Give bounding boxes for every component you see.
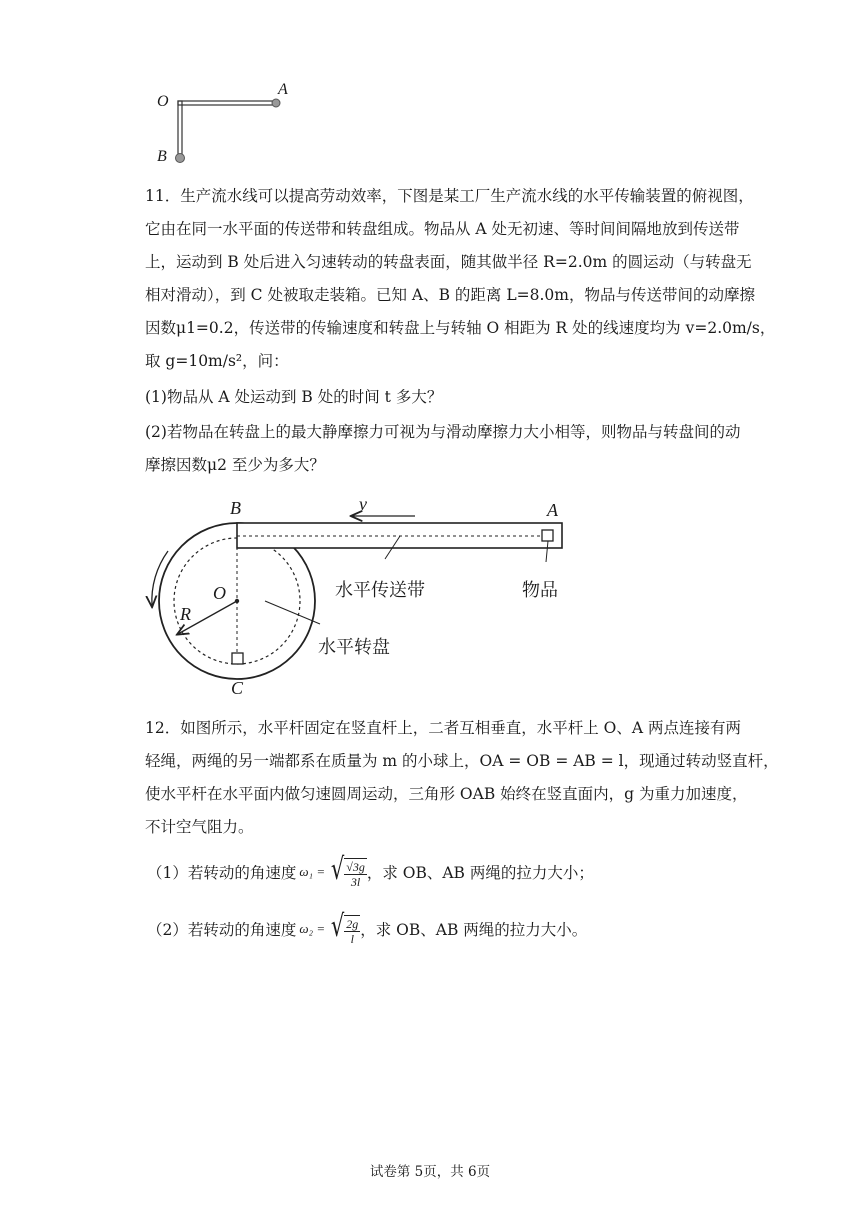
q11-sub1: (1)物品从 A 处运动到 B 处的时间 t 多大？ — [145, 388, 443, 406]
q12-sub2-num: 2g — [346, 917, 359, 931]
label-a: A — [278, 81, 288, 98]
q11-line4: 相对滑动），到 C 处被取走装箱。已知 A、B 的距离 L=8.0m，物品与传送带间的动摩擦 — [145, 286, 755, 304]
label-b: B — [157, 148, 167, 165]
fig11-label-b: B — [230, 498, 241, 518]
fig11-label-r: R — [180, 604, 191, 624]
fig11-label-o: O — [213, 583, 226, 603]
q11-line1: 11．生产流水线可以提高劳动效率，下图是某工厂生产流水线的水平传输装置的俯视图， — [145, 187, 754, 205]
fig11-label-v: v — [359, 494, 367, 514]
q11-sub2b: 摩擦因数μ2 至少为多大？ — [145, 456, 325, 474]
q12-line1: 12．如图所示，水平杆固定在竖直杆上，二者互相垂直，水平杆上 O、A 两点连接有两 — [145, 719, 741, 737]
ball-b — [176, 154, 185, 163]
q11-line2: 它由在同一水平面的传送带和转盘组成。物品从 A 处无初速、等时间间隔地放到传送带 — [145, 220, 740, 238]
q12-sub1 — [147, 852, 594, 889]
q12-sub2-post: ，求 OB、AB 两绳的拉力大小。 — [360, 921, 588, 939]
q12-line4: 不计空气阻力。 — [145, 818, 254, 836]
fig11-label-c: C — [231, 678, 244, 698]
q11-line5: 因数μ1=0.2，传送带的传输速度和转盘上与转轴 O 相距为 R 处的线速度均为 v=2.0m/s， — [145, 319, 776, 337]
q12-sub2-sqrt: √ $\frac{2g}{l}$ — [330, 909, 359, 946]
q12-sub2-den: l — [350, 932, 354, 946]
fig11-item-label: 物品 — [522, 580, 558, 601]
q11-line6: 取 g=10m/s²，问： — [145, 352, 289, 370]
horizontal-rod — [178, 101, 276, 105]
vertical-rod — [178, 101, 182, 157]
q11-line3: 上，运动到 B 处后进入匀速转动的转盘表面，随其做半径 R=2.0m 的圆运动（与转盘无 — [145, 253, 752, 271]
q12-sub1-post: ，求 OB、AB 两绳的拉力大小； — [366, 864, 594, 882]
q12-line2: 轻绳，两绳的另一端都系在质量为 m 的小球上，OA = OB = AB = l，现通过转动竖直杆， — [145, 752, 779, 770]
q12-line3: 使水平杆在水平面内做匀速圆周运动，三角形 OAB 始终在竖直面内，g 为重力加速度， — [145, 785, 748, 803]
q12-sub1-num: √3g — [346, 860, 365, 874]
item-box-a — [542, 530, 553, 541]
q12-sub2-pre: （2）若转动的角速度 — [147, 921, 297, 939]
ball-a — [272, 99, 280, 107]
item-box-c — [232, 653, 243, 664]
q12-sub2 — [147, 909, 588, 946]
fig11-disk-label: 水平转盘 — [318, 637, 390, 658]
q12-sub2-omega: ω₂ = — [299, 921, 326, 936]
page-footer: 试卷第 5页，共 6页 — [369, 1164, 491, 1180]
q12-sub1-pre: （1）若转动的角速度 — [147, 864, 297, 882]
fig11-belt-label: 水平传送带 — [335, 580, 425, 601]
q12-sub1-den: 3l — [350, 875, 361, 889]
q11-sub2a: (2)若物品在转盘上的最大静摩擦力可视为与滑动摩擦力大小相等，则物品与转盘间的动 — [145, 423, 741, 441]
q12-sub1-sqrt: √ $\frac{√3g}{3l}$ — [330, 852, 365, 889]
label-o: O — [157, 93, 169, 110]
fig11-label-a: A — [547, 500, 558, 520]
q12-sub1-omega: ω₁ = — [299, 864, 326, 879]
